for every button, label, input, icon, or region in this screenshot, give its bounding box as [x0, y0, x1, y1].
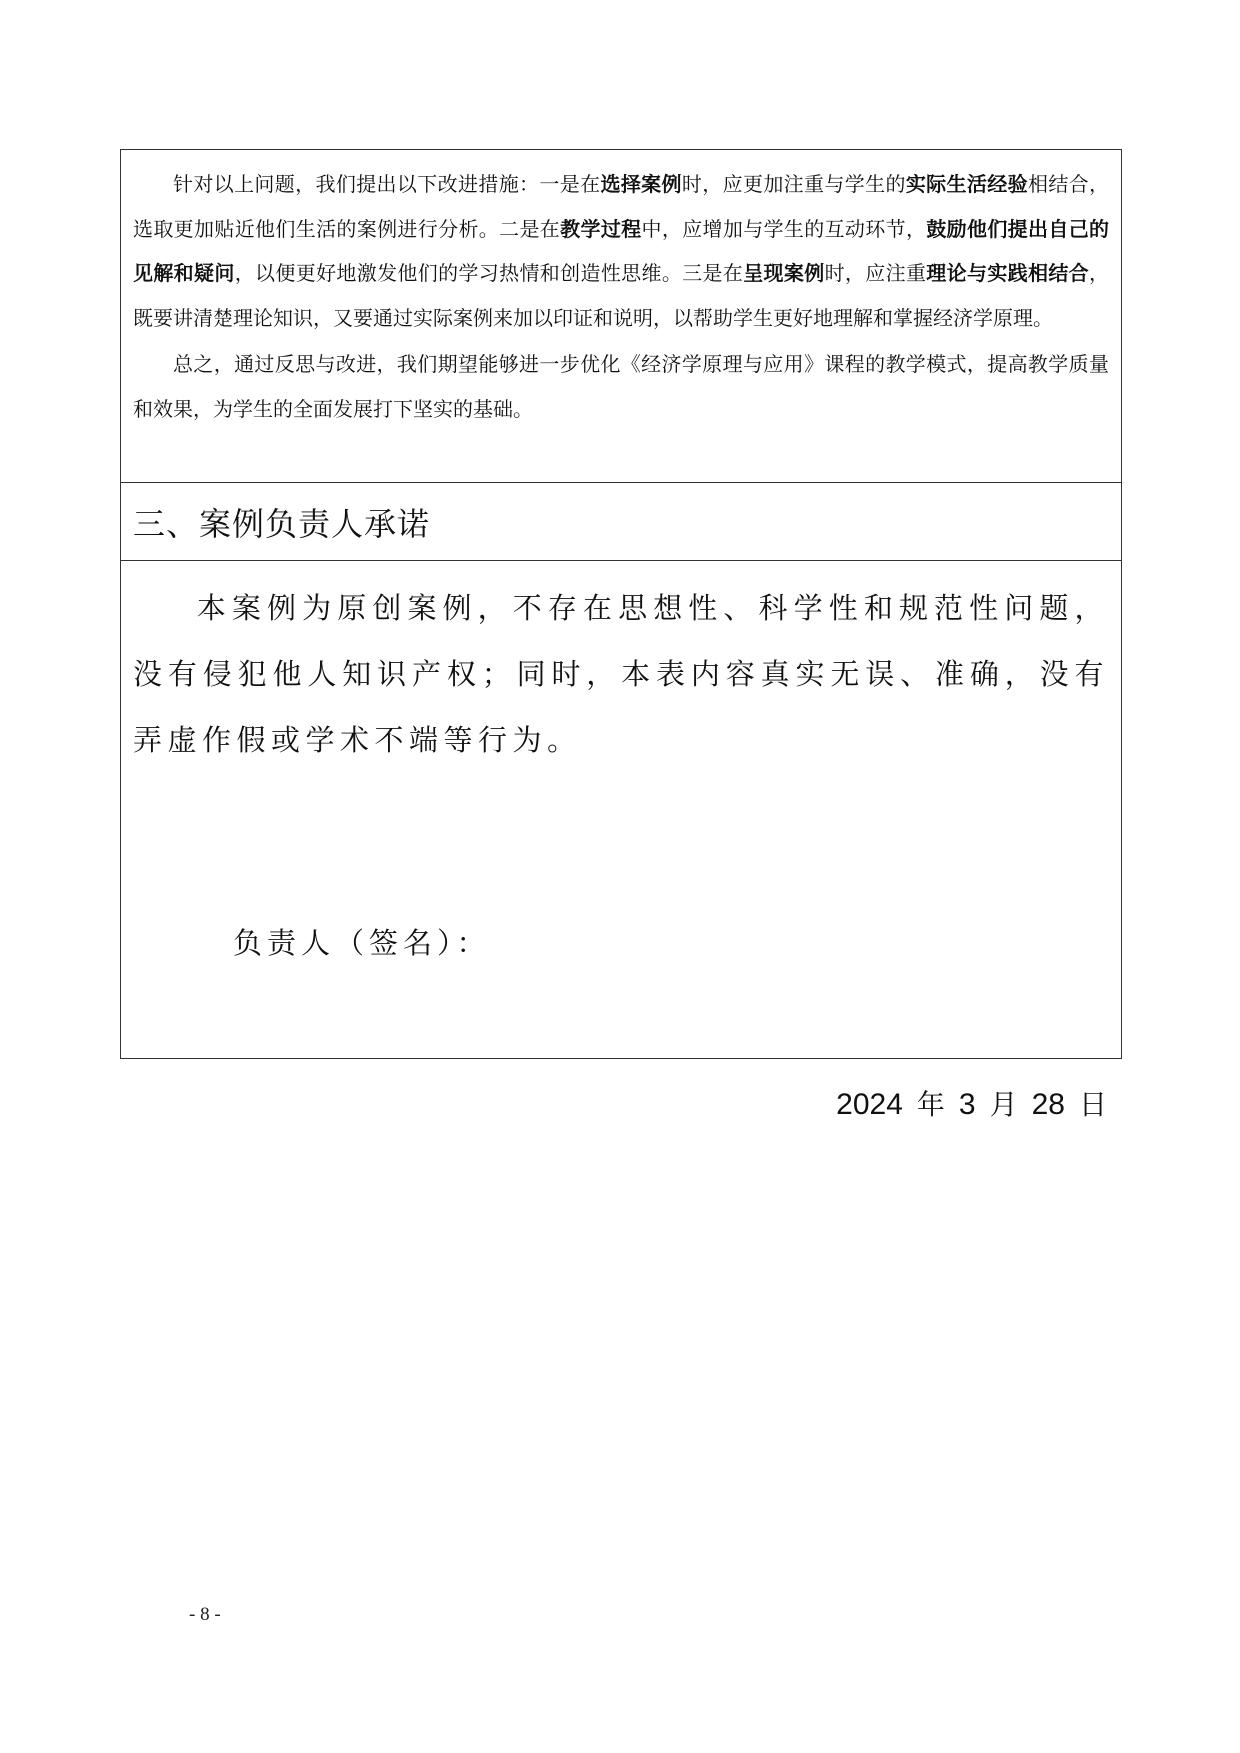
page-number: - 8 -	[189, 1604, 221, 1625]
paragraph-text: 时，应注重	[824, 261, 927, 285]
conclusion-paragraph: 总之，通过反思与改进，我们期望能够进一步优化《经济学原理与应用》课程的教学模式，提高教学质量和效果，为学生的全面发展打下坚实的基础。	[133, 352, 1109, 421]
paragraph-text: ，以便更好地激发他们的学习热情和创造性思维。三是在	[234, 261, 744, 285]
emphasis-text: 实际生活经验	[905, 172, 1028, 196]
pledge-section	[121, 561, 1121, 1121]
emphasis-text: 鼓励他们提出自己的见解和疑问	[133, 216, 1110, 285]
signature-label: 负责人（签名）：	[233, 926, 491, 960]
date-year: 2024	[836, 1088, 903, 1121]
paragraph-text: 时，应更加注重与学生的	[681, 172, 906, 196]
date-day-unit: 日	[1078, 1088, 1107, 1121]
emphasis-text: 理论与实践相结合	[926, 261, 1090, 285]
section-heading: 三、案例负责人承诺	[133, 504, 431, 543]
emphasis-text: 呈现案例	[743, 261, 825, 285]
improvement-paragraph	[133, 162, 1109, 340]
pledge-text: 本案例为原创案例，不存在思想性、科学性和规范性问题，没有侵犯他人知识产权；同时，本表内容真实无误、准确，没有弄虚作假或学术不端等行为。	[133, 591, 1109, 757]
reflection-section	[121, 150, 1121, 483]
emphasis-text: 教学过程	[560, 216, 642, 241]
date-year-unit: 年	[916, 1088, 945, 1121]
date-line	[836, 1083, 1107, 1123]
date-month: 3	[958, 1088, 976, 1121]
emphasis-text: 选择案例	[600, 172, 682, 196]
section-heading-row	[121, 483, 1121, 561]
paragraph-text: 中，应增加与学生的互动环节，	[641, 216, 927, 241]
date-month-unit: 月	[989, 1088, 1018, 1121]
date-day: 28	[1031, 1088, 1065, 1121]
paragraph-text: 针对以上问题，我们提出以下改进措施：一是在	[173, 172, 601, 196]
paragraph-text: ，既要讲清楚理论知识，又要通过实际案例来加以印证和说明，以帮助学生更好地理解和掌握经济学原理。	[133, 261, 1110, 330]
paragraph-text: 相结合，选取更加贴近他们生活的案例进行分析。二是在	[133, 172, 1110, 241]
form-table	[120, 149, 1122, 1121]
